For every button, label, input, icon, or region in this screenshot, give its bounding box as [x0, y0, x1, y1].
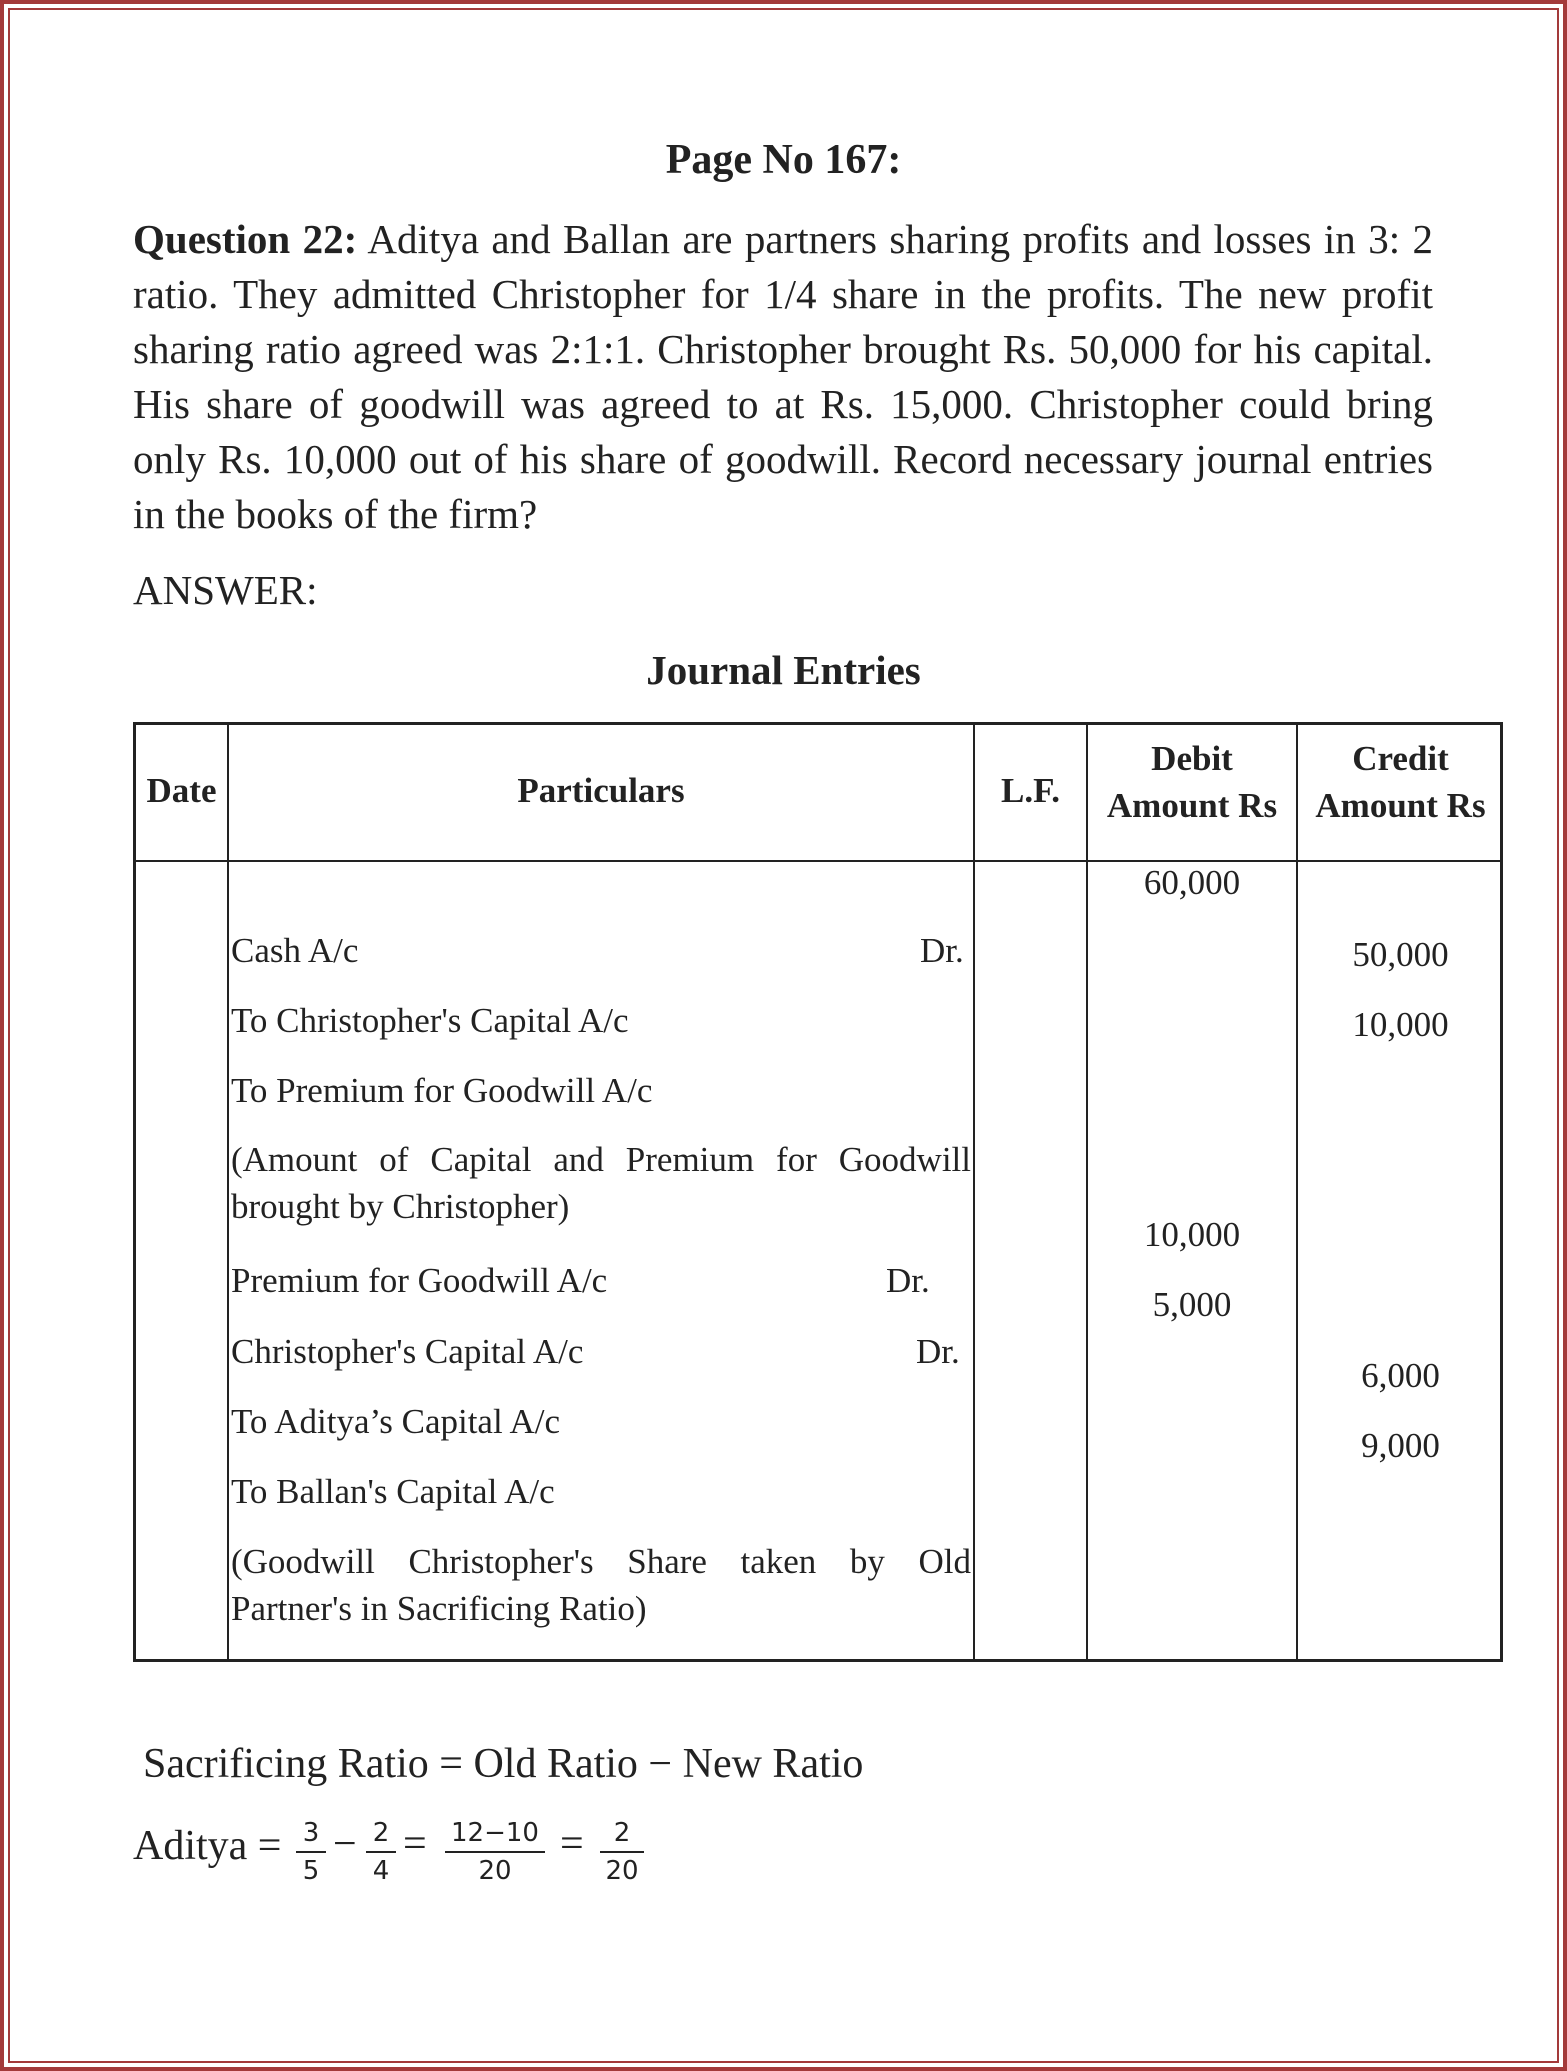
fraction-old-ratio: [296, 1818, 326, 1886]
entry1-dr-mark: Dr.: [920, 931, 964, 970]
journal-title: Journal Entries: [646, 647, 921, 693]
entry2-debit-amount-1: 10,000: [1143, 1215, 1241, 1254]
fraction-bar: [366, 1851, 396, 1853]
fraction-old-num: 3: [302, 1818, 320, 1848]
header-credit-line2: Amount Rs: [1315, 786, 1486, 825]
fraction-new-den: 4: [372, 1856, 390, 1886]
equals-sign-1: =: [403, 1821, 427, 1867]
entry2-credit-amount-2: 9,000: [1361, 1426, 1440, 1465]
entry2-credit-amount-1: 6,000: [1361, 1356, 1440, 1395]
entry2-dr-mark-1: Dr.: [886, 1261, 930, 1300]
header-lf: L.F.: [1000, 771, 1060, 810]
column-divider-date: [227, 725, 229, 1659]
entry2-credit-account-1: To Aditya’s Capital A/c: [231, 1402, 561, 1441]
entry1-credit-amount-1: 50,000: [1352, 935, 1449, 974]
header-credit-line1: Credit: [1352, 739, 1449, 778]
entry2-narration: (Goodwill Christopher's Share taken by Old Partner's in Sacrificing Ratio): [231, 1542, 971, 1628]
fraction-result-num: 2: [613, 1818, 631, 1848]
question-text: Aditya and Ballan are partners sharing profits and losses in 3: 2 ratio. They admitted Christopher for 1/4 share in the profits. The new profit sharing ratio agreed was 2:1:1. Christopher brought Rs. 50,000 for his capital. His share of goodwill was agreed to at Rs. 15,000. Christopher could bring only Rs. 10,000 out of his share of goodwill. Record necessary journal entries in the books of the firm?: [133, 216, 1433, 537]
header-credit: [1298, 735, 1503, 829]
header-debit-line2: Amount Rs: [1106, 786, 1278, 825]
entry1-credit-amount-2: 10,000: [1352, 1005, 1449, 1044]
journal-table: [133, 722, 1503, 1662]
entry2-dr-mark-2: Dr.: [916, 1332, 960, 1371]
sacrificing-ratio-formula: Sacrificing Ratio = Old Ratio − New Ratio: [143, 1741, 864, 1787]
entry2-debit-account-1: Premium for Goodwill A/c: [231, 1261, 608, 1300]
fraction-result-den: 20: [605, 1856, 639, 1886]
header-date: Date: [146, 771, 217, 810]
question-paragraph: [133, 212, 1433, 542]
fraction-diff-den: 20: [478, 1856, 512, 1886]
entry2-credit-account-2: To Ballan's Capital A/c: [231, 1472, 555, 1511]
fraction-difference: [445, 1818, 545, 1886]
minus-sign: −: [333, 1821, 357, 1867]
column-divider-particulars: [973, 725, 975, 1659]
entry1-credit-account-2: To Premium for Goodwill A/c: [231, 1071, 653, 1110]
entry1-narration: (Amount of Capital and Premium for Goodwill brought by Christopher): [231, 1140, 971, 1226]
equals-sign-2: =: [560, 1821, 584, 1867]
question-label: Question 22:: [133, 216, 358, 262]
page-number-heading: Page No 167:: [665, 137, 902, 183]
entry1-debit-amount: 60,000: [1143, 863, 1241, 902]
header-debit: [1088, 735, 1296, 829]
fraction-bar: [445, 1851, 545, 1853]
fraction-new-ratio: [366, 1818, 396, 1886]
fraction-bar: [600, 1851, 644, 1853]
answer-label: ANSWER:: [133, 567, 318, 613]
entry2-debit-account-2: Christopher's Capital A/c: [231, 1332, 584, 1371]
header-divider: [136, 860, 1500, 862]
fraction-old-den: 5: [302, 1856, 320, 1886]
entry2-debit-amount-2: 5,000: [1152, 1285, 1232, 1324]
fraction-diff-num: 12−10: [451, 1818, 539, 1848]
fraction-result: [600, 1818, 644, 1886]
entry1-credit-account-1: To Christopher's Capital A/c: [231, 1001, 629, 1040]
fraction-new-num: 2: [372, 1818, 390, 1848]
header-particulars: Particulars: [517, 771, 685, 810]
header-debit-line1: Debit: [1151, 739, 1233, 778]
entry1-debit-account: Cash A/c: [231, 931, 359, 970]
aditya-label: Aditya =: [133, 1823, 282, 1869]
fraction-bar: [296, 1851, 326, 1853]
